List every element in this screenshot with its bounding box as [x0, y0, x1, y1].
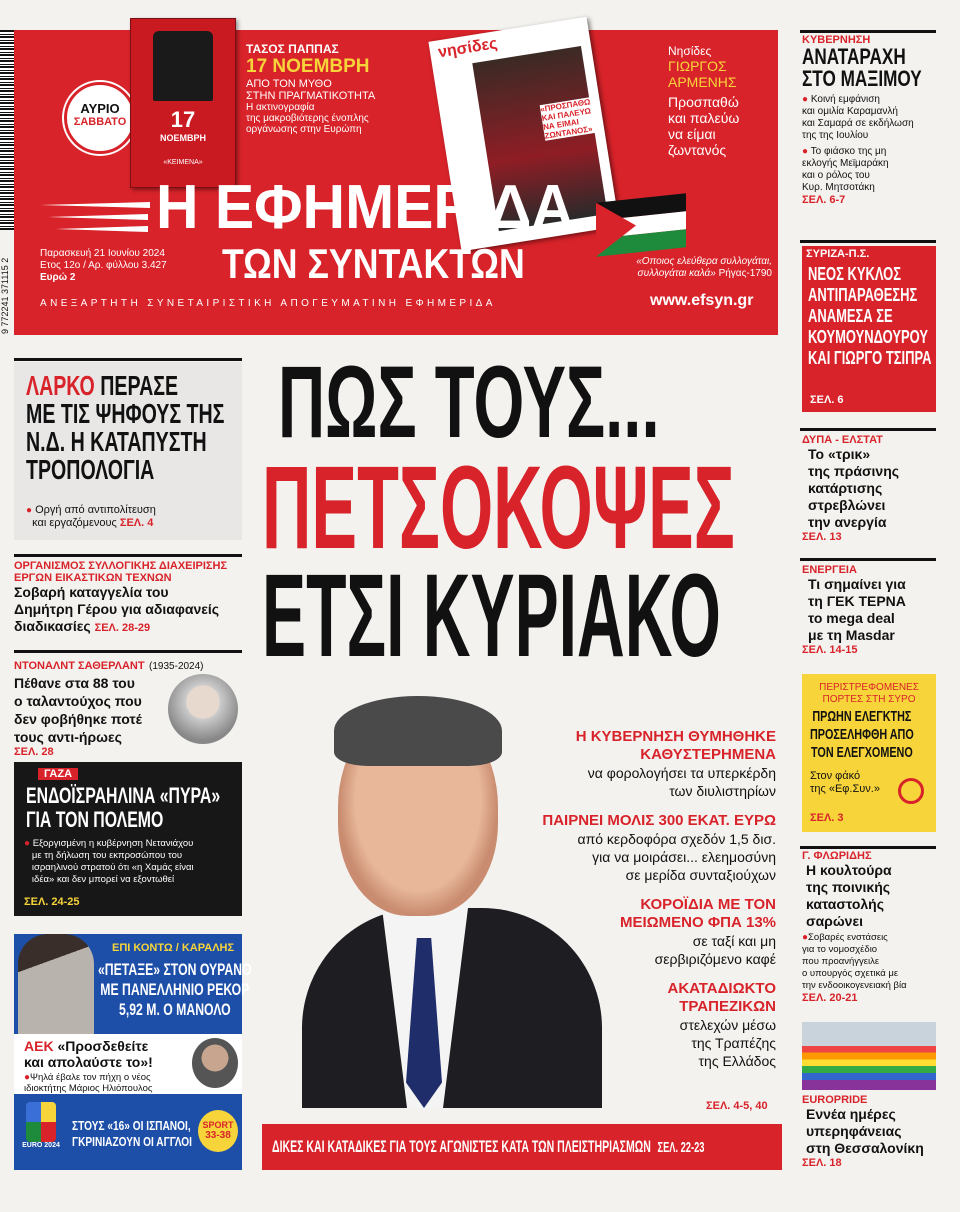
aek-owner-photo [192, 1038, 238, 1088]
euro-logo: EURO 2024 [20, 1102, 62, 1164]
newspaper-subtitle: ΤΩΝ ΣΥΝΤΑΚΤΩΝ [222, 240, 525, 287]
magnifier-icon [898, 778, 924, 804]
main-points: Η ΚΥΒΕΡΝΗΣΗ ΘΥΜΗΘΗΚΕ ΚΑΘΥΣΤΕΡΗΜΕΝΑ να φορολογήσει τα υπερκέρδη των διυλιστηρίων ΠΑΙΡΝΕΙ ΜΟΛΙΣ 300 ΕΚΑΤ. ΕΥΡΩ από κερδοφόρα σχεδόν 1,5 δισ. για να μοιράσει... ελεημοσύνη σε μερίδα συνταξιούχων ΚΟΡΟΪΔΙΑ ΜΕ ΤΟΝ ΜΕΙΩΜΕΝΟ ΦΠΑ 13% σε ταξί και μη σερβιριζόμενο καφέ ΑΚΑΤΑΔΙΩΚΤΟ ΤΡΑΠΕΖΙΚΩΝ στελεχών μέσω της Τραπέζης της Ελλάδος [542, 728, 776, 1069]
dypa-story: ΔΥΠΑ - ΕΛΣΤΑΤ Το «τρικ» της πράσινης κατάρτισης στρεβλώνει την ανεργία ΣΕΛ. 13 [802, 434, 900, 543]
pride-story: EUROPRIDE Εννέα ημέρες υπερηφάνειας στη Θεσσαλονίκη ΣΕΛ. 18 [802, 1094, 924, 1169]
issue-number: Ετος 12ο / Αρ. φύλλου 3.427 [40, 260, 167, 271]
sutherland-story: ΝΤΟΝΑΛΝΤ ΣΑΘΕΡΛΑΝΤ (1935-2024) Πέθανε στα 88 του ο ταλαντούχος που δεν φοβήθηκε ποτέ τους αντι-ήρωες ΣΕΛ. 28 [14, 656, 242, 758]
main-headline: ΠΩΣ ΤΟΥΣ... ΠΕΤΣΟΚΟΨΕΣ ΕΤΣΙ ΚΥΡΙΑΚΟ [262, 345, 735, 682]
issue-date: Παρασκευή 21 Ιουνίου 2024 [40, 248, 165, 259]
florides-story: Γ. ΦΛΩΡΙΔΗΣ Η κουλτούρα της ποινικής καταστολής σαρώνει ●Σοβαρές ενστάσεις για το νομοσχέδιο που προανήγγειλε ο υπουργός σχετικά με την ενδοοικογενειακή βία ΣΕΛ. 20-21 [802, 850, 907, 1004]
book-image [153, 31, 213, 101]
newspaper-title: Η ΕΦΗΜΕΡΙΔΑ [156, 173, 574, 242]
motto-author: Ρήγας-1790 [718, 268, 772, 279]
pen-logo [40, 188, 150, 238]
art-story: ΟΡΓΑΝΙΣΜΟΣ ΣΥΛΛΟΓΙΚΗΣ ΔΙΑΧΕΙΡΙΣΗΣ ΕΡΓΩΝ ΕΙΚΑΣΤΙΚΩΝ ΤΕΧΝΩΝ Σοβαρή καταγγελία του Δημήτρη Γέρου για αδιαφανείς διαδικασίες ΣΕΛ. 28-29 [14, 560, 228, 634]
promo1-title: 17 ΝΟΕΜΒΡΗ [246, 56, 370, 77]
tagline: ΑΝΕΞΑΡΤΗΤΗ ΣΥΝΕΤΑΙΡΙΣΤΙΚΗ ΑΠΟΓΕΥΜΑΤΙΝΗ ΕΦΗΜΕΡΙΔΑ [40, 298, 496, 309]
motto: «Οποιος ελεύθερα συλλογάται, [636, 256, 772, 267]
sport-section: ΕΠΙ ΚΟΝΤΩ / ΚΑΡΑΛΗΣ «ΠΕΤΑΞΕ» ΣΤΟΝ ΟΥΡΑΝΟ ΜΕ ΠΑΝΕΛΛΗΝΙΟ ΡΕΚΟΡ 5,92 Μ. Ο ΜΑΝΟΛΟ ΑΕΚ «Προσδεθείτε και απολαύστε το»! ●Ψηλά έβαλε τον πήχη ο νέος ιδιοκτήτης Μάριος Ηλιόπουλος EURO 2024 ΣΤΟΥΣ «16» ΟΙ ΙΣΠΑΝΟΙ, ΓΚΡΙΝΙΑΖΟΥΝ ΟΙ ΑΓΓΛΟΙ SPORT 33-38 [14, 934, 242, 1170]
barcode-number: 9 772241 371115 2 [0, 257, 10, 334]
athlete-photo [18, 934, 94, 1034]
tomorrow-badge: ΑΥΡΙΟ ΣΑΒΒΑΤΟ [64, 82, 136, 154]
magazine-headline: «ΠΡΟΣΠΑΘΩ ΚΑΙ ΠΑΛΕΥΩ ΝΑ ΕΙΜΑΙ ΖΩΝΤΑΝΟΣ» [540, 96, 601, 140]
website-link[interactable]: www.efsyn.gr [650, 292, 754, 309]
gaza-story: ΓΑΖΑ ΕΝΔΟΪΣΡΑΗΛΙΝΑ «ΠΥΡΑ» ΓΙΑ ΤΟΝ ΠΟΛΕΜΟ ● Εξοργισμένη η κυβέρνηση Νετανιάχου με τη δήλωση του εκπροσώπου του ισραηλινού στρατού ότι «η Χαμάς είναι ιδέα» και δεν μπορεί να εξοντωθεί ΣΕΛ. 24-25 [14, 762, 242, 916]
gov-story: ΚΥΒΕΡΝΗΣΗ ΑΝΑΤΑΡΑΧΗ ΣΤΟ ΜΑΞΙΜΟΥ ● Κοινή εμφάνιση και ομιλία Καραμανλή και Σαμαρά σε εκδήλωση της της Ιουλίου ● Το φιάσκο της μη εκλογής Μεϊμαράκη και ο ρόλος του Κυρ. Μητσοτάκη ΣΕΛ. 6-7 [802, 34, 922, 206]
pride-photo [802, 1022, 936, 1090]
larko-story: ΛΑΡΚΟ ΠΕΡΑΣΕ ΜΕ ΤΙΣ ΨΗΦΟΥΣ ΤΗΣ Ν.Δ. Η ΚΑΤΑΠΥΣΤΗ ΤΡΟΠΟΛΟΓΙΑ ● Οργή από αντιπολίτευση και εργαζόμενους ΣΕΛ. 4 [14, 362, 242, 540]
sport-badge: SPORT 33-38 [198, 1110, 238, 1152]
page-ref: ΣΕΛ. 4 [119, 517, 154, 529]
revolving-doors-story: ΠΕΡΙΣΤΡΕΦΟΜΕΝΕΣ ΠΟΡΤΕΣ ΣΤΗ ΣΥΡΟ ΠΡΩΗΝ ΕΛΕΓΚΤΗΣ ΠΡΟΣΕΛΗΦΘΗ ΑΠΟ ΤΟΝ ΕΛΕΓΧΟΜΕΝΟ Στον φάκό της «Εφ.Συν.» ΣΕΛ. 3 [802, 674, 936, 832]
bottom-banner: ΔΙΚΕΣ ΚΑΙ ΚΑΤΑΔΙΚΕΣ ΓΙΑ ΤΟΥΣ ΑΓΩΝΙΣΤΕΣ ΚΑΤΑ ΤΩΝ ΠΛΕΙΣΤΗΡΙΑΣΜΩΝ ΣΕΛ. 22-23 [262, 1124, 782, 1170]
promo1-author: ΤΑΣΟΣ ΠΑΠΠΑΣ [246, 42, 339, 56]
main-page-ref: ΣΕΛ. 4-5, 40 [706, 1100, 768, 1112]
energy-story: ΕΝΕΡΓΕΙΑ Τι σημαίνει για τη ΓΕΚ ΤΕΡΝΑ το mega deal με τη Masdar ΣΕΛ. 14-15 [802, 564, 906, 656]
magazine-cover: νησίδες «ΠΡΟΣΠΑΘΩ ΚΑΙ ΠΑΛΕΥΩ ΝΑ ΕΙΜΑΙ ΖΩΝΤΑΝΟΣ» [428, 17, 619, 251]
issue-price: Ευρώ 2 [40, 272, 76, 283]
syriza-story: ΣΥΡΙΖΑ-Π.Σ. ΝΕΟΣ ΚΥΚΛΟΣ ΑΝΤΙΠΑΡΑΘΕΣΗΣ ΑΝΑΜΕΣΑ ΣΕ ΚΟΥΜΟΥΝΔΟΥΡΟΥ ΚΑΙ ΓΙΩΡΓΟ ΤΣΙΠΡΑ ΣΕΛ. 6 [802, 246, 936, 412]
book-cover: 17 ΝΟΕΜΒΡΗ «ΚΕΙΜΕΝΑ» [130, 18, 236, 188]
masthead: ΑΥΡΙΟ ΣΑΒΒΑΤΟ 17 ΝΟΕΜΒΡΗ «ΚΕΙΜΕΝΑ» ΤΑΣΟΣ ΠΑΠΠΑΣ 17 ΝΟΕΜΒΡΗ ΑΠΟ ΤΟΝ ΜΥΘΟ ΣΤΗΝ ΠΡΑΓΜΑΤΙΚΟΤΗΤΑ Η ακτινογραφία της μακροβιότερης ένοπλης οργάνωσης στην Ευρώπη νησίδες «ΠΡΟΣΠΑΘΩ ΚΑΙ ΠΑΛΕΥΩ ΝΑ ΕΙΜΑΙ ΖΩΝΤΑΝΟΣ» Νησίδες ΓΙΩΡΓΟΣ ΑΡΜΕΝΗΣ Προσπαθώ και παλεύω να είμαι ζωντανός Η ΕΦΗΜΕΡΙΔΑ ΤΩΝ ΣΥΝΤΑΚΤΩΝ Παρασκευή 21 Ιουνίου 2024 Ετος 12ο / Αρ. φύλλου 3.427 Ευρώ 2 «Οποιος ελεύθερα συλλογάται, συλλογάται καλά» Ρήγας-1790 ΑΝΕΞΑΡΤΗΤΗ ΣΥΝΕΤΑΙΡΙΣΤΙΚΗ ΑΠΟΓΕΥΜΑΤΙΝΗ ΕΦΗΜΕΡΙΔΑ www.efsyn.gr [14, 30, 778, 335]
barcode [0, 30, 14, 230]
sutherland-photo [168, 674, 238, 744]
